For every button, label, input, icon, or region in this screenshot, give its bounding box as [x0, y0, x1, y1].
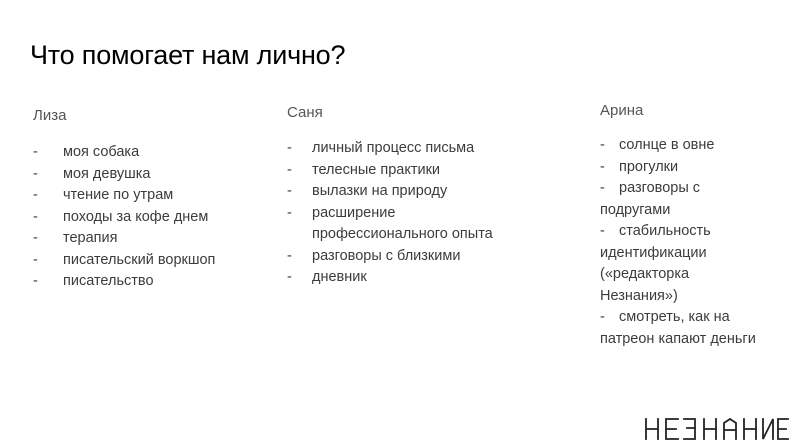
list-item: - дневник — [287, 267, 493, 289]
bullet-dash: - — [600, 309, 605, 325]
list-item: - писательство — [33, 271, 215, 293]
list-item: - расширение — [287, 203, 493, 225]
item-list — [33, 142, 215, 293]
column-arina — [600, 102, 756, 350]
list-item: - стабильность — [600, 221, 756, 243]
list-item: - личный процесс письма — [287, 138, 493, 160]
list-item: - разговоры с близкими — [287, 246, 493, 268]
list-item-continuation: Незнания») — [600, 287, 678, 304]
list-item: - вылазки на природу — [287, 181, 493, 203]
list-item: - смотреть, как на — [600, 307, 756, 329]
item-list — [287, 138, 493, 289]
list-item: - походы за кофе днем — [33, 207, 215, 229]
column-name: Лиза — [33, 107, 67, 124]
list-item: - прогулки — [600, 157, 756, 179]
bullet-dash: - — [600, 180, 605, 196]
bullet-dash: - — [33, 187, 38, 203]
bullet-dash: - — [287, 140, 292, 156]
bullet-dash: - — [600, 158, 605, 175]
list-item: - моя собака — [33, 142, 215, 164]
column-sanya — [287, 104, 493, 289]
list-item-continuation: («редакторка — [600, 266, 690, 282]
list-item: - солнце в овне — [600, 135, 756, 157]
bullet-dash: - — [600, 223, 605, 239]
slide-title: Что помогает нам лично? — [30, 40, 346, 70]
list-item-continuation: подругами — [600, 201, 671, 218]
bullet-dash: - — [33, 144, 38, 160]
neznanie-logo — [642, 411, 792, 445]
list-item-continuation: патреон капают деньги — [600, 330, 756, 347]
column-name: Саня — [287, 104, 323, 121]
list-item: - писательский воркшоп — [33, 250, 215, 272]
list-item: - разговоры с — [600, 178, 756, 200]
bullet-dash: - — [33, 273, 38, 289]
list-item-continuation: идентификации — [600, 244, 707, 261]
list-item: - терапия — [33, 228, 215, 250]
list-item: - моя девушка — [33, 164, 215, 186]
bullet-dash: - — [33, 251, 38, 268]
bullet-dash: - — [287, 204, 292, 221]
bullet-dash: - — [33, 165, 38, 182]
logo-wordmark — [646, 419, 788, 439]
bullet-dash: - — [33, 230, 38, 246]
bullet-dash: - — [287, 183, 292, 199]
item-list — [600, 135, 756, 350]
column-liza — [33, 107, 215, 293]
list-item: - телесные практики — [287, 160, 493, 182]
bullet-dash: - — [287, 247, 292, 264]
list-item: - чтение по утрам — [33, 185, 215, 207]
bullet-dash: - — [287, 269, 292, 285]
list-item-continuation: профессионального опыта — [312, 226, 493, 242]
bullet-dash: - — [33, 208, 38, 225]
bullet-dash: - — [287, 161, 292, 178]
column-name: Арина — [600, 102, 644, 119]
bullet-dash: - — [600, 137, 605, 153]
